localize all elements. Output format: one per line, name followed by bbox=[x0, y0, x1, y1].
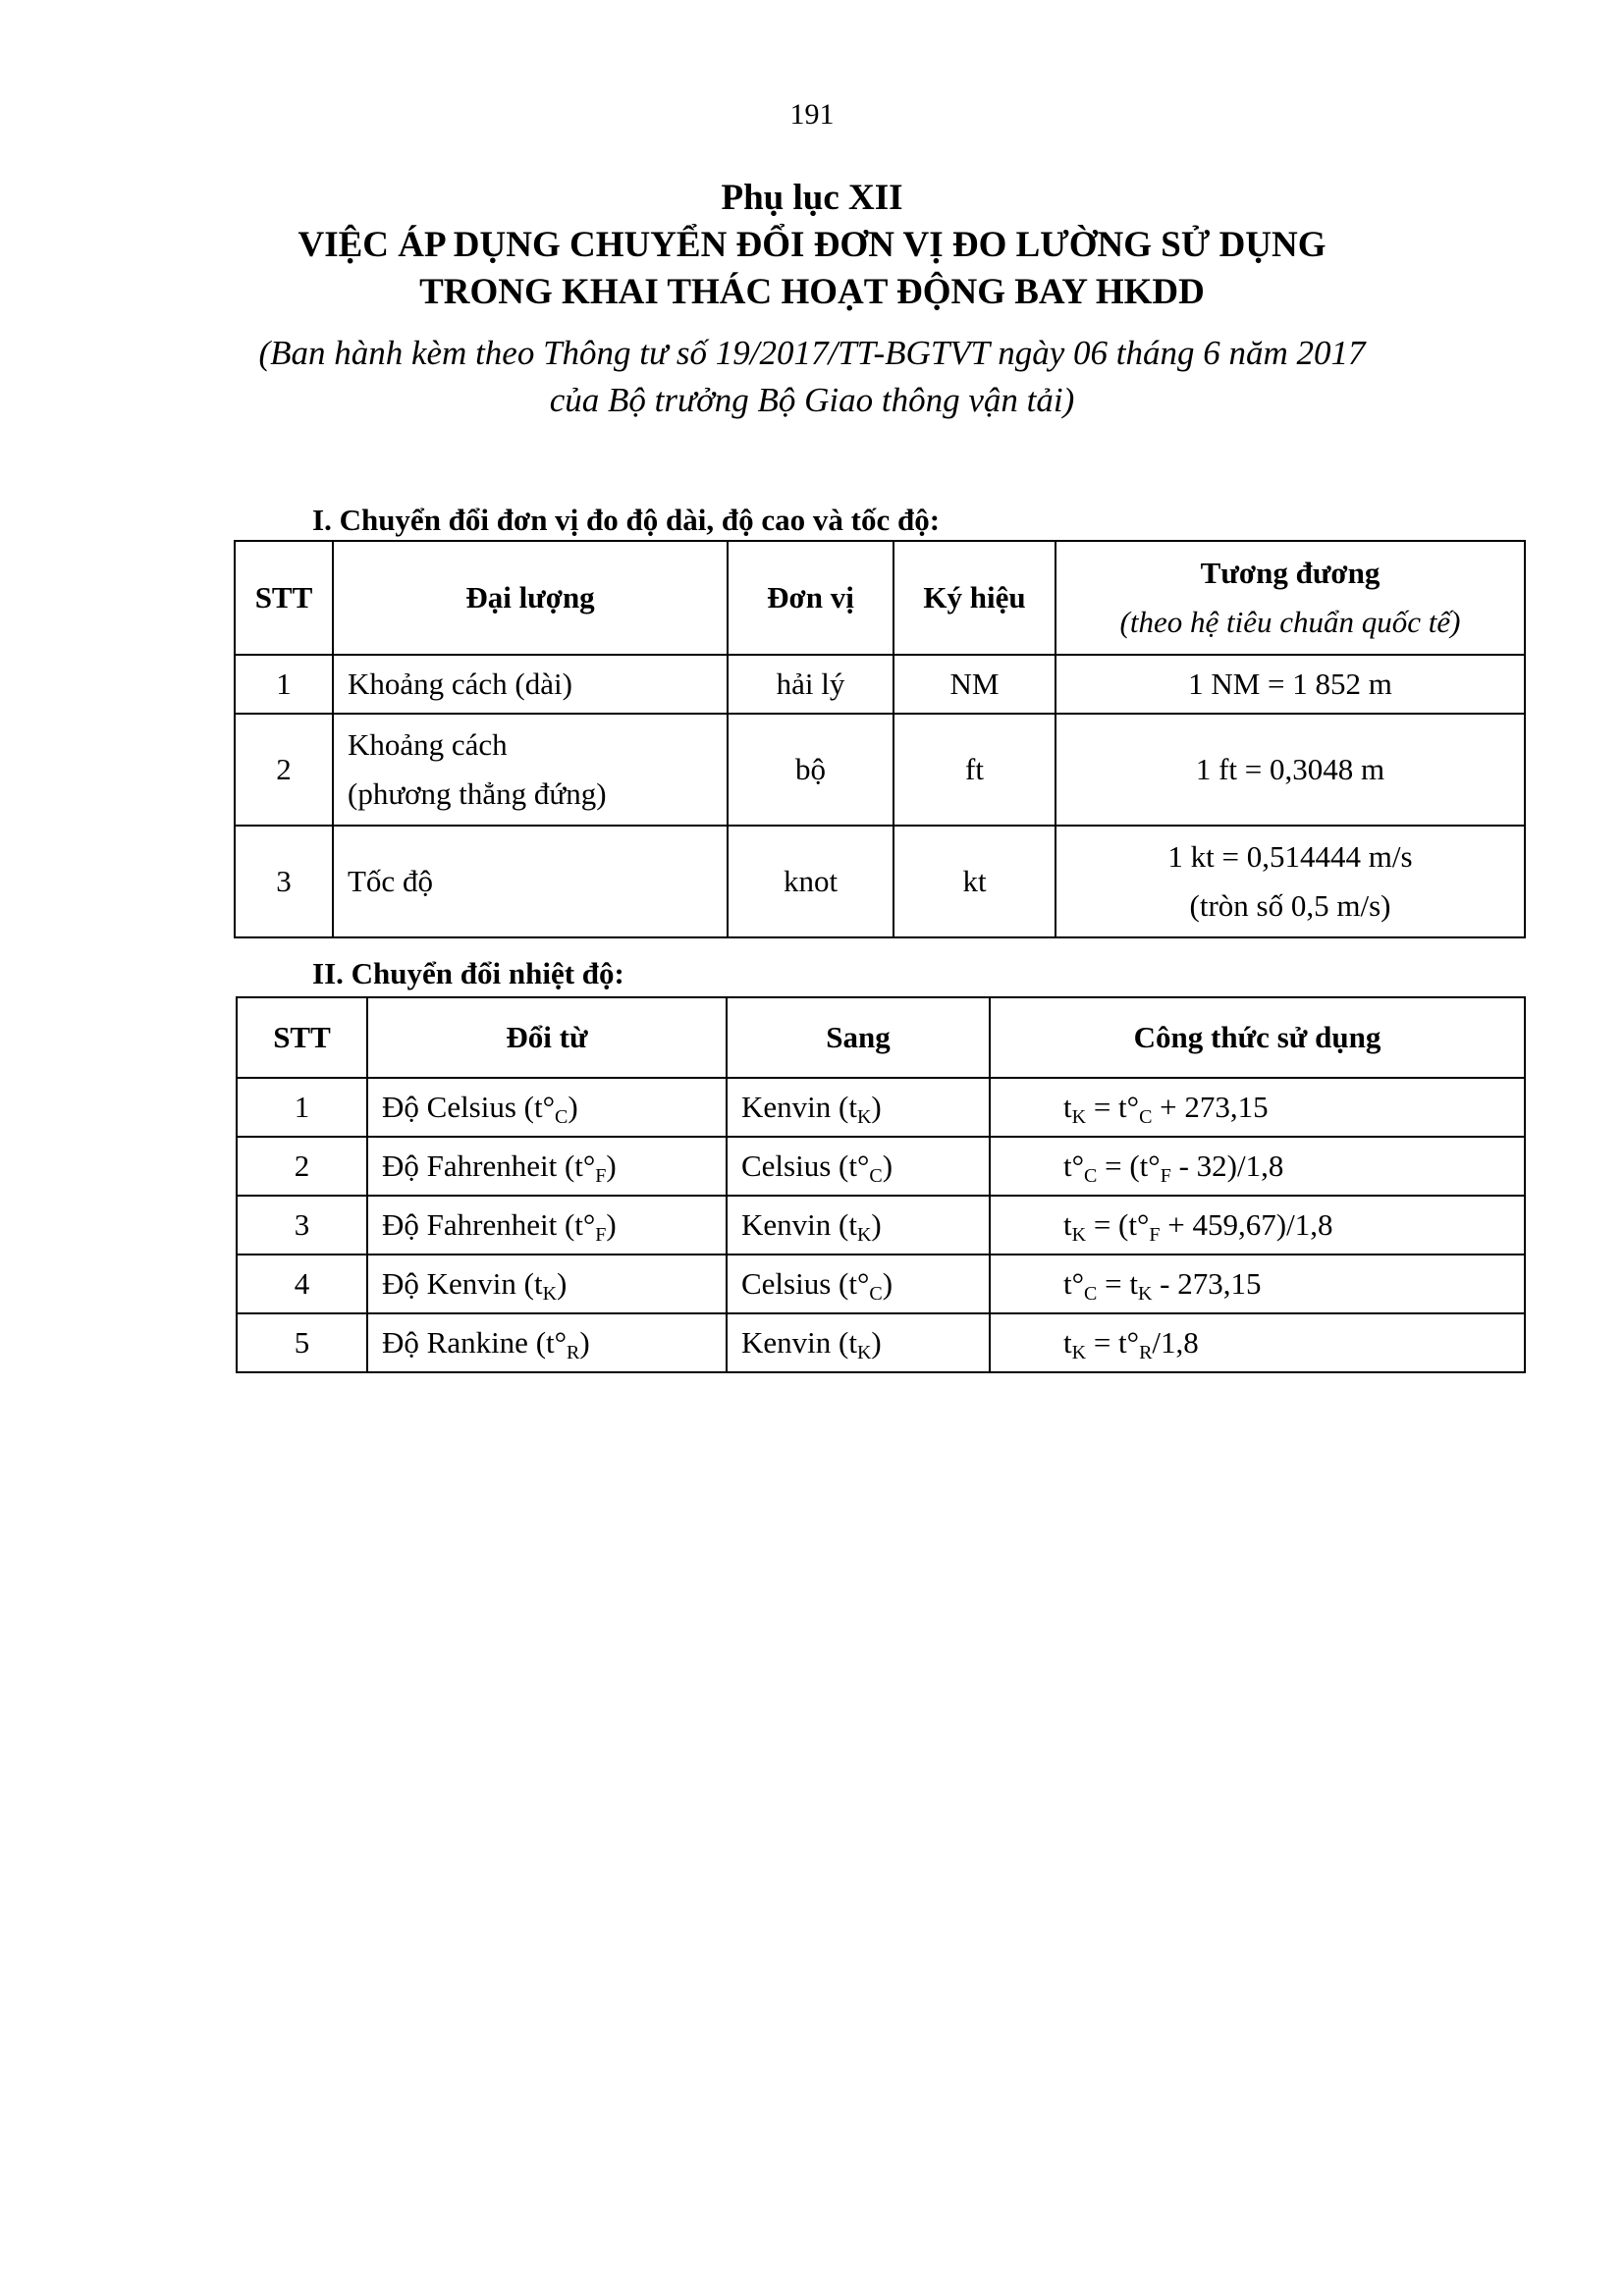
cell-from-text: Độ Rankine (t° bbox=[382, 1325, 568, 1360]
cell-from-end: ) bbox=[557, 1266, 568, 1301]
cell-to bbox=[727, 1078, 990, 1137]
cell-unit: bộ bbox=[728, 714, 893, 826]
cell-to-text: Kenvin (t bbox=[741, 1325, 857, 1360]
appendix-title-block bbox=[0, 175, 1624, 424]
formula-subscript-a: C bbox=[1084, 1283, 1098, 1305]
formula-part-b: = t° bbox=[1086, 1325, 1140, 1360]
cell-unit: knot bbox=[728, 826, 893, 937]
cell-from-subscript: R bbox=[567, 1342, 580, 1363]
table-row bbox=[237, 1078, 1525, 1137]
cell-from bbox=[367, 1255, 727, 1313]
table-header-row bbox=[237, 997, 1525, 1078]
table-row bbox=[237, 1255, 1525, 1313]
formula-part-b: = (t° bbox=[1097, 1148, 1161, 1183]
table-row bbox=[237, 1137, 1525, 1196]
cell-stt: 3 bbox=[237, 1196, 367, 1255]
cell-unit: hải lý bbox=[728, 655, 893, 714]
cell-to-text: Kenvin (t bbox=[741, 1090, 857, 1124]
cell-to bbox=[727, 1196, 990, 1255]
header-unit: Đơn vị bbox=[728, 541, 893, 655]
formula-part-b: = t° bbox=[1086, 1090, 1140, 1124]
cell-formula bbox=[990, 1137, 1525, 1196]
cell-formula bbox=[990, 1255, 1525, 1313]
cell-stt: 4 bbox=[237, 1255, 367, 1313]
formula-part-a: t° bbox=[1063, 1266, 1085, 1301]
cell-from-text: Độ Fahrenheit (t° bbox=[382, 1207, 596, 1242]
table-row bbox=[237, 1196, 1525, 1255]
formula-part-c: + 459,67)/1,8 bbox=[1160, 1207, 1333, 1242]
formula-subscript-a: K bbox=[1071, 1224, 1087, 1246]
cell-from-text: Độ Kenvin (t bbox=[382, 1266, 543, 1301]
cell-to bbox=[727, 1255, 990, 1313]
formula-subscript-a: C bbox=[1084, 1165, 1098, 1187]
cell-to-subscript: K bbox=[856, 1106, 872, 1128]
cell-equivalent-line: 1 NM = 1 852 m bbox=[1188, 667, 1392, 701]
cell-quantity-line: Tốc độ bbox=[348, 864, 433, 898]
cell-from bbox=[367, 1313, 727, 1372]
cell-stt: 3 bbox=[235, 826, 333, 937]
appendix-heading-line-2: TRONG KHAI THÁC HOẠT ĐỘNG BAY HKDD bbox=[419, 272, 1205, 312]
table-row bbox=[237, 1313, 1525, 1372]
header-equivalent-label: Tương đương bbox=[1200, 556, 1380, 590]
page-number: 191 bbox=[789, 98, 835, 131]
cell-from bbox=[367, 1137, 727, 1196]
cell-equivalent-line: 1 ft = 0,3048 m bbox=[1195, 752, 1385, 786]
cell-from-text: Độ Fahrenheit (t° bbox=[382, 1148, 596, 1183]
cell-to-end: ) bbox=[871, 1090, 882, 1124]
cell-to-end: ) bbox=[871, 1207, 882, 1242]
table-row bbox=[235, 655, 1525, 714]
cell-from bbox=[367, 1078, 727, 1137]
formula-part-b: = t bbox=[1097, 1266, 1138, 1301]
cell-from-subscript: K bbox=[542, 1283, 558, 1305]
cell-equivalent-line: 1 kt = 0,514444 m/s bbox=[1167, 839, 1413, 874]
section-1-heading: I. Chuyển đổi đơn vị đo độ dài, độ cao và tốc độ: bbox=[312, 503, 941, 537]
cell-formula bbox=[990, 1078, 1525, 1137]
cell-to-text: Kenvin (t bbox=[741, 1207, 857, 1242]
cell-to-end: ) bbox=[871, 1325, 882, 1360]
header-quantity: Đại lượng bbox=[333, 541, 728, 655]
header-stt: STT bbox=[237, 997, 367, 1078]
appendix-heading-line-1: VIỆC ÁP DỤNG CHUYỂN ĐỔI ĐƠN VỊ ĐO LƯỜNG SỬ DỤNG bbox=[298, 225, 1326, 265]
cell-to-text: Celsius (t° bbox=[741, 1266, 870, 1301]
cell-from-end: ) bbox=[568, 1090, 578, 1124]
formula-part-a: t° bbox=[1063, 1148, 1085, 1183]
header-equivalent bbox=[1056, 541, 1525, 655]
length-speed-conversion-table bbox=[234, 540, 1526, 938]
formula-subscript-a: K bbox=[1071, 1106, 1087, 1128]
formula-subscript-b: F bbox=[1149, 1224, 1161, 1246]
table-row bbox=[235, 826, 1525, 937]
cell-quantity bbox=[333, 826, 728, 937]
header-stt: STT bbox=[235, 541, 333, 655]
cell-stt: 2 bbox=[235, 714, 333, 826]
cell-symbol: kt bbox=[893, 826, 1056, 937]
header-to: Sang bbox=[727, 997, 990, 1078]
formula-subscript-b: K bbox=[1137, 1283, 1153, 1305]
header-symbol: Ký hiệu bbox=[893, 541, 1056, 655]
cell-quantity bbox=[333, 714, 728, 826]
formula-part-a: t bbox=[1063, 1325, 1072, 1360]
formula-subscript-b: C bbox=[1139, 1106, 1153, 1128]
formula-part-a: t bbox=[1063, 1207, 1072, 1242]
header-formula: Công thức sử dụng bbox=[990, 997, 1525, 1078]
cell-from-text: Độ Celsius (t° bbox=[382, 1090, 556, 1124]
cell-symbol: NM bbox=[893, 655, 1056, 714]
issuance-note-line-1: (Ban hành kèm theo Thông tư số 19/2017/TT-BGTVT ngày 06 tháng 6 năm 2017 bbox=[258, 334, 1366, 372]
cell-to-subscript: K bbox=[856, 1342, 872, 1363]
cell-to-subscript: C bbox=[869, 1165, 883, 1187]
formula-subscript-a: K bbox=[1071, 1342, 1087, 1363]
cell-to-end: ) bbox=[882, 1266, 893, 1301]
cell-symbol: ft bbox=[893, 714, 1056, 826]
cell-from-end: ) bbox=[579, 1325, 590, 1360]
cell-from-subscript: C bbox=[555, 1106, 568, 1128]
cell-to bbox=[727, 1137, 990, 1196]
cell-equivalent bbox=[1056, 655, 1525, 714]
cell-stt: 5 bbox=[237, 1313, 367, 1372]
cell-equivalent bbox=[1056, 826, 1525, 937]
header-equivalent-note: (theo hệ tiêu chuẩn quốc tế) bbox=[1119, 605, 1461, 639]
formula-part-c: - 32)/1,8 bbox=[1170, 1148, 1284, 1183]
appendix-title: Phụ lục XII bbox=[721, 178, 903, 218]
cell-quantity bbox=[333, 655, 728, 714]
cell-formula bbox=[990, 1196, 1525, 1255]
formula-part-c: - 273,15 bbox=[1152, 1266, 1262, 1301]
cell-equivalent-line-2: (tròn số 0,5 m/s) bbox=[1189, 888, 1391, 923]
cell-stt: 1 bbox=[235, 655, 333, 714]
formula-subscript-b: R bbox=[1139, 1342, 1153, 1363]
cell-from-subscript: F bbox=[595, 1165, 607, 1187]
cell-to-subscript: K bbox=[856, 1224, 872, 1246]
cell-from bbox=[367, 1196, 727, 1255]
cell-from-subscript: F bbox=[595, 1224, 607, 1246]
cell-equivalent bbox=[1056, 714, 1525, 826]
table-row bbox=[235, 714, 1525, 826]
cell-quantity-line-2: (phương thẳng đứng) bbox=[348, 776, 607, 811]
cell-to bbox=[727, 1313, 990, 1372]
formula-subscript-b: F bbox=[1160, 1165, 1171, 1187]
cell-stt: 1 bbox=[237, 1078, 367, 1137]
cell-to-subscript: C bbox=[869, 1283, 883, 1305]
temperature-conversion-table bbox=[236, 996, 1526, 1373]
cell-from-end: ) bbox=[606, 1207, 617, 1242]
formula-part-c: /1,8 bbox=[1152, 1325, 1199, 1360]
cell-to-end: ) bbox=[882, 1148, 893, 1183]
formula-part-b: = (t° bbox=[1086, 1207, 1150, 1242]
cell-stt: 2 bbox=[237, 1137, 367, 1196]
cell-quantity-line: Khoảng cách bbox=[348, 727, 508, 762]
cell-from-end: ) bbox=[606, 1148, 617, 1183]
formula-part-a: t bbox=[1063, 1090, 1072, 1124]
table-header-row bbox=[235, 541, 1525, 655]
formula-part-c: + 273,15 bbox=[1152, 1090, 1269, 1124]
cell-formula bbox=[990, 1313, 1525, 1372]
cell-to-text: Celsius (t° bbox=[741, 1148, 870, 1183]
section-2-heading: II. Chuyển đổi nhiệt độ: bbox=[312, 956, 624, 990]
header-from: Đổi từ bbox=[367, 997, 727, 1078]
issuance-note-line-2: của Bộ trưởng Bộ Giao thông vận tải) bbox=[549, 381, 1075, 419]
cell-quantity-line: Khoảng cách (dài) bbox=[348, 667, 572, 701]
